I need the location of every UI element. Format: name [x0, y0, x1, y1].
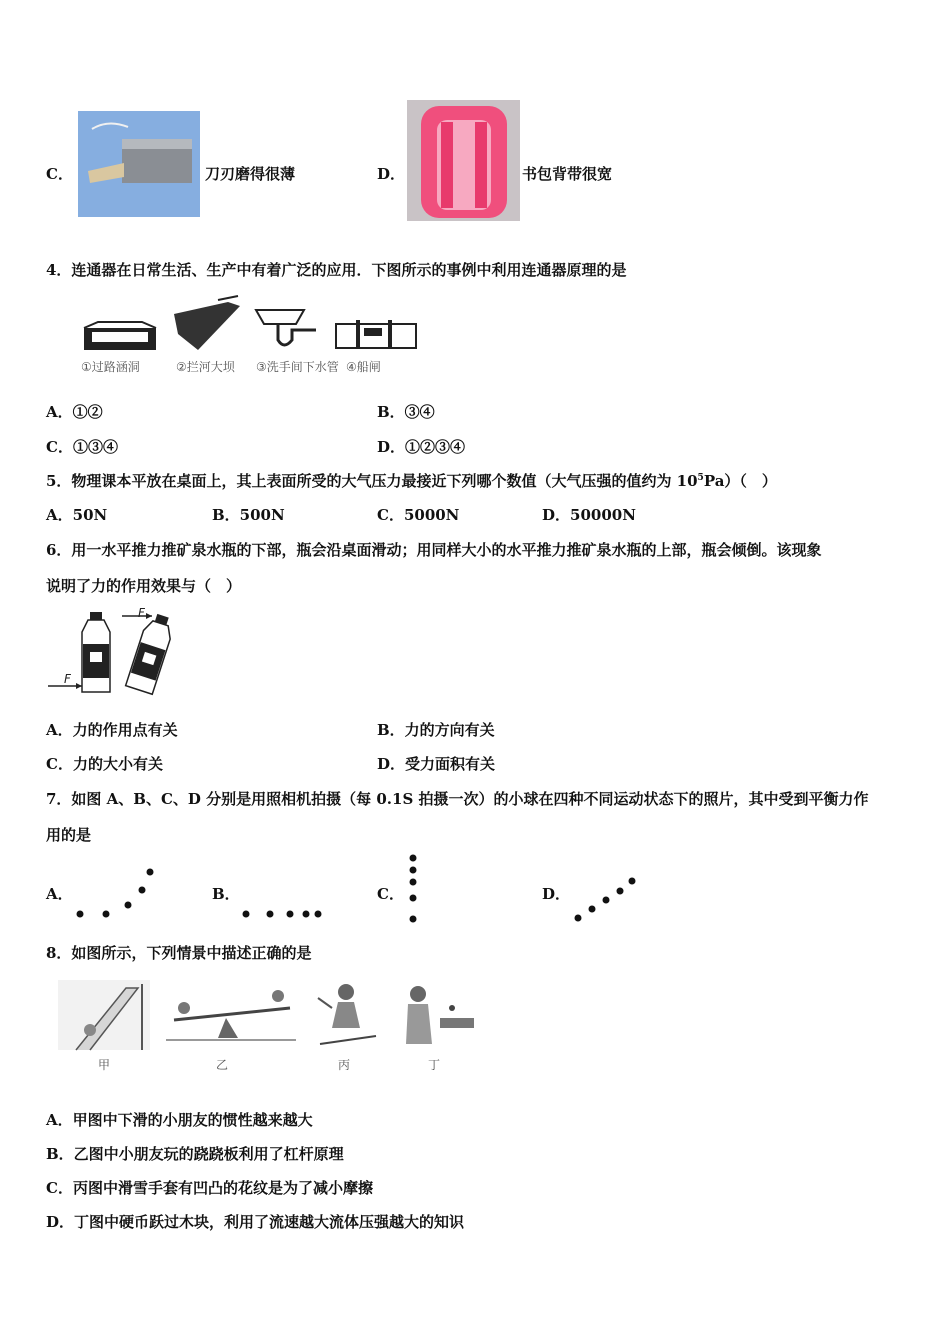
q7-label-c: C．	[377, 885, 404, 903]
q4-option-c: C．①③④	[46, 438, 118, 456]
knife-icon	[78, 111, 200, 217]
q7-dots-c	[402, 850, 424, 928]
q7-label-b: B．	[212, 885, 240, 903]
q8-caption-ding: 丁	[428, 1058, 441, 1072]
q5-option-a: A．50N	[46, 506, 108, 524]
q6-option-b: B．力的方向有关	[377, 721, 495, 739]
q7-label-a: A．	[46, 885, 73, 903]
q8-drawings	[56, 978, 476, 1054]
q7-dots-a	[70, 862, 160, 924]
q6-stem-line1: 6．用一水平推力推矿泉水瓶的下部，瓶会沿桌面滑动；用同样大小的水平推力推矿泉水瓶的上部，瓶会倾倒。该现象	[46, 541, 822, 559]
q8-option-b: B．乙图中小朋友玩的跷跷板利用了杠杆原理	[46, 1145, 344, 1163]
q4-stem: 4．连通器在日常生活、生产中有着广泛的应用．下图所示的事例中利用连通器原理的是	[46, 261, 627, 279]
q7-stem-line1: 7．如图 A、B、C、D 分别是用照相机拍摄（每 0.1S 拍摄一次）的小球在四种不同运动状态下的照片，其中受到平衡力作	[46, 790, 869, 808]
force-label-bottom: F	[64, 672, 71, 686]
q5-option-c: C．5000N	[377, 506, 460, 524]
q6-option-d: D．受力面积有关	[377, 755, 496, 773]
q7-label-d: D．	[542, 885, 571, 903]
q4-caption-4: ④船闸	[346, 360, 381, 374]
q7-stem-line2: 用的是	[46, 826, 92, 844]
q4-drawings	[78, 294, 423, 354]
q6-bottle-figure	[46, 608, 176, 696]
q3-option-c-text: 刀刃磨得很薄	[205, 165, 296, 183]
q8-option-a: A．甲图中下滑的小朋友的惯性越来越大	[46, 1111, 313, 1129]
q8-caption-jia: 甲	[98, 1058, 111, 1072]
q5-option-b: B．500N	[212, 506, 285, 524]
q8-option-c: C．丙图中滑雪手套有凹凸的花纹是为了减小摩擦	[46, 1179, 373, 1197]
q7-dots-b	[236, 900, 331, 924]
q5-stem: 5．物理课本平放在桌面上，其上表面所受的大气压力最接近下列哪个数值（大气压强的值约为 $10^5Pa$）（ ）	[46, 472, 777, 490]
q4-caption-3: ③洗手间下水管	[256, 360, 339, 374]
backpack-photo	[407, 100, 520, 221]
q6-option-a: A．力的作用点有关	[46, 721, 178, 739]
backpack-icon	[407, 100, 520, 221]
q8-caption-yi: 乙	[216, 1058, 229, 1072]
force-label-top: F	[138, 606, 145, 620]
q4-figure	[78, 294, 423, 382]
q4-option-a: A．①②	[46, 403, 103, 421]
q4-option-d: D．①②③④	[377, 438, 466, 456]
q3-option-d-label: D．	[377, 165, 406, 183]
q3-option-d-text: 书包背带很宽	[522, 165, 613, 183]
q6-option-c: C．力的大小有关	[46, 755, 163, 773]
q4-option-b: B．③④	[377, 403, 435, 421]
q8-option-d: D．丁图中硬币跃过木块，利用了流速越大流体压强越大的知识	[46, 1213, 465, 1231]
q4-caption-2: ②拦河大坝	[176, 360, 235, 374]
q7-dots-d	[566, 870, 646, 926]
q4-caption-1: ①过路涵洞	[81, 360, 140, 374]
q5-option-d: D．50000N	[542, 506, 636, 524]
q3-option-c-label: C．	[46, 165, 73, 183]
knife-photo	[78, 111, 200, 217]
q8-stem: 8．如图所示，下列情景中描述正确的是	[46, 944, 312, 962]
q8-figure	[56, 978, 476, 1074]
q6-stem-line2: 说明了力的作用效果与（ ）	[46, 577, 242, 595]
q8-caption-bing: 丙	[338, 1058, 351, 1072]
